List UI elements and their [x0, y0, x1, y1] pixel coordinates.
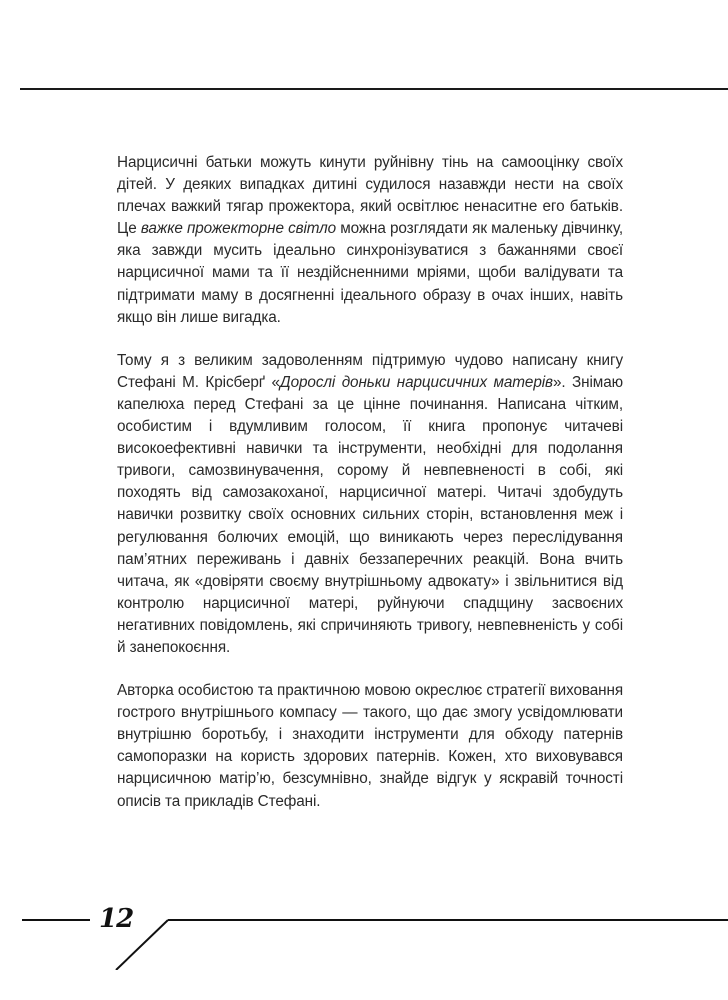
page-number: 12 — [99, 904, 134, 934]
header-rule — [20, 88, 728, 90]
italic-text: важке прожекторне світло — [140, 220, 337, 238]
paragraph-2 — [117, 350, 623, 659]
text-run: Тому я з великим задоволенням підтримую чудово написану книгу Стефані М. Крісберґ « — [117, 351, 623, 391]
text-run: можна розглядати як маленьку дівчинку, яка завжди мусить ідеально синхронізуватися з бажаннями своєї нарцисичної мами та її нездійсненними мріями, щоби валідувати та підтримати маму в досягненні ідеального образу в очах інших, навіть якщо він лише вигадка. — [117, 220, 623, 326]
body-text — [117, 152, 623, 834]
text-run: ». Знімаю капелюха перед Стефані за це цінне починання. Написана чітким, особистим і вдумливим голосом, її книга пропонує читачеві високоефективні навички та інструменти, необхідні для подолання тривоги, самозвинувачення, сорому й невпевненості в собі, які походять від самозакоханої, нарцисичної матері. Читачі здобудуть навички розвитку своїх основних сильних сторін, встановлення меж і регулювання болючих емоцій, що виникають через переслідування пам’ятних переживань і давніх беззаперечних реакцій. Вона вчить читача, як «довіряти своєму внутрішньому адвокату» і звільнитися від контролю нарцисичної матері, руйнуючи спадщину засвоєних негативних повідомлень, які спричиняють тривогу, невпевненість у собі й занепокоєння. — [117, 373, 623, 656]
italic-text: Дорослі доньки нарцисичних матерів — [279, 373, 553, 391]
paragraph-3 — [117, 680, 623, 813]
text-run: Нарцисичні батьки можуть кинути руйнівну тінь на самооцінку своїх дітей. У деяких випадках дитині судилося назавжди нести на своїх плечах важкий тягар прожектора, який освітлює ненаситне его батьків. Це — [117, 154, 623, 238]
page-footer — [0, 890, 728, 970]
text-run: Авторка особистою та практичною мовою окреслює стратегії виховання гострого внутрішнього компасу — такого, що дає змогу усвідомлювати внутрішню боротьбу, і знаходити інструменти для обходу патернів самопоразки на користь здорових патернів. Кожен, хто виховувався нарцисичною матір’ю, безсумнівно, знайде відгук у яскравій точності описів та прикладів Стефані. — [117, 682, 623, 810]
paragraph-1 — [117, 152, 623, 329]
